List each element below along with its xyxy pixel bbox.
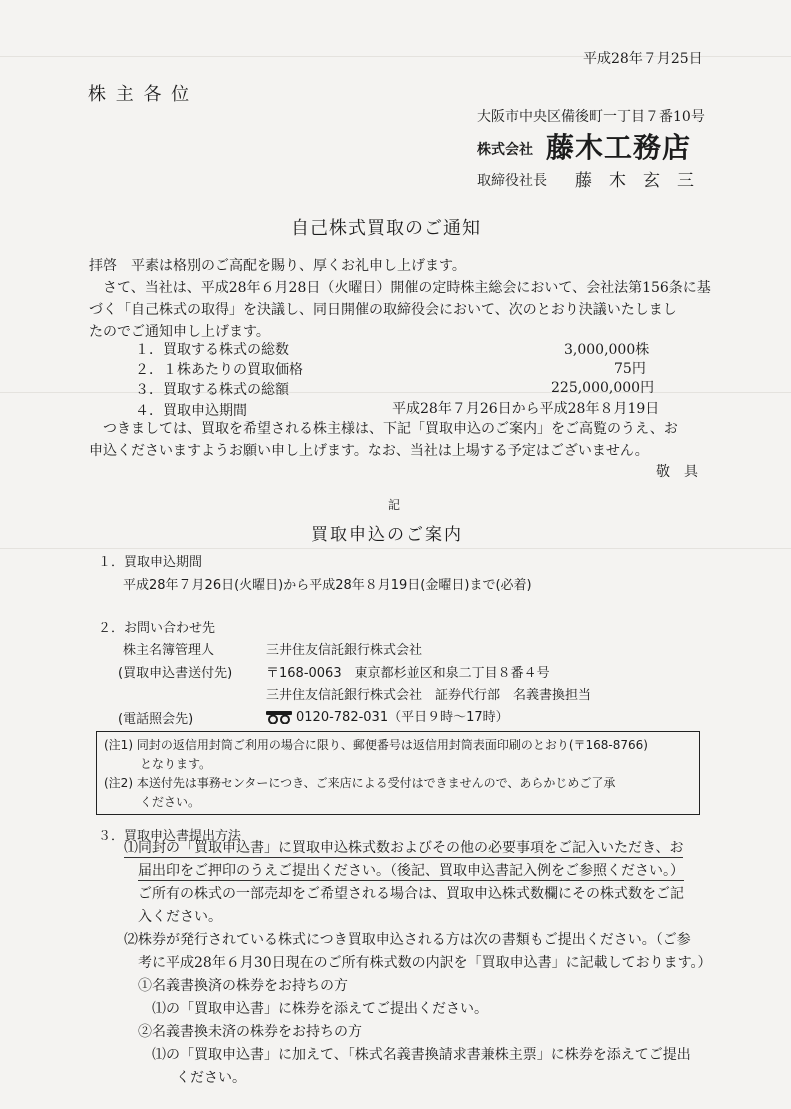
instruction-line: 考に平成28年６月30日現在のご所有株式数の内訳を「買取申込書」に記載しております。） — [138, 955, 712, 971]
intro-line: さて、当社は、平成28年６月28日（火曜日）開催の定時株主総会において、会社法第156条に基 — [89, 280, 711, 296]
application-period: 平成28年７月26日(火曜日)から平成28年８月19日(金曜日)まで(必着) — [123, 578, 532, 593]
closing-line: つきましては、買取を希望される株主様は、下記「買取申込のご案内」をご高覧のうえ、お — [89, 421, 678, 437]
item-label: １．買取する株式の総数 — [135, 342, 289, 358]
freedial-icon — [266, 711, 292, 724]
instruction-line: ②名義書換未済の株券をお持ちの方 — [138, 1024, 362, 1040]
instruction-line: ①名義書換済の株券をお持ちの方 — [138, 978, 348, 994]
item-label: ２．１株あたりの買取価格 — [135, 362, 303, 378]
guide-title: 買取申込のご案内 — [311, 525, 463, 545]
send-label: (買取申込書送付先) — [118, 666, 233, 681]
intro-line: 拝啓 平素は格別のご高配を賜り、厚くお礼申し上げます。 — [89, 258, 466, 274]
instruction-line: ⑴の「買取申込書」に加えて、「株式名義書換請求書兼株主票」に株券を添えてご提出 — [152, 1047, 691, 1063]
keigu: 敬 具 — [656, 464, 698, 480]
instruction-line: ください。 — [176, 1070, 246, 1086]
note-line: (注2) 本送付先は事務センターにつき、ご来店による受付はできませんので、あらかじめご了承 — [104, 776, 616, 790]
item-label: ３．買取する株式の総額 — [135, 382, 289, 398]
issue-date: 平成28年７月25日 — [583, 51, 703, 67]
notes — [104, 736, 648, 812]
instruction-line: 入ください。 — [138, 909, 222, 925]
item-value: 平成28年７月26日から平成28年８月19日 — [392, 401, 660, 417]
ceo-name: 藤 木 玄 三 — [575, 171, 694, 191]
instruction-line: ⑴の「買取申込書」に株券を添えてご提出ください。 — [152, 1001, 488, 1017]
tel-line — [266, 706, 509, 725]
company-prefix: 株式会社 — [477, 142, 533, 158]
note-line: ください。 — [104, 795, 201, 809]
item-value: 3,000,000株 — [564, 342, 650, 358]
instruction-line: ご所有の株式の一部売却をご希望される場合は、買取申込株式数欄にその株式数をご記 — [138, 886, 684, 902]
registrar-value: 三井住友信託銀行株式会社 — [266, 643, 423, 658]
submission-instructions — [124, 837, 712, 1090]
instruction-line: ⑴同封の「買取申込書」に買取申込株式数およびその他の必要事項をご記入いただき、お — [124, 840, 684, 856]
note-line: (注1) 同封の返信用封筒ご利用の場合に限り、郵便番号は返信用封筒表面印刷のとおり(〒168-8766) — [104, 738, 648, 752]
salutation: 株 主 各 位 — [88, 84, 192, 105]
send-address: 〒168-0063 東京都杉並区和泉二丁目８番４号 — [266, 666, 550, 681]
instruction-line: 届出印をご押印のうえご提出ください。（後記、買取申込書記入例をご参照ください。） — [138, 863, 684, 879]
section-heading-period: １．買取申込期間 — [98, 555, 203, 570]
note-line: となります。 — [104, 757, 212, 771]
instruction-line: ⑵株券が発行されている株式につき買取申込される方は次の書類もご提出ください。（ご参 — [124, 932, 691, 948]
registrar-label: 株主名簿管理人 — [123, 643, 215, 658]
intro-line: たのでご通知申し上げます。 — [89, 324, 270, 340]
ceo-title: 取締役社長 — [477, 173, 547, 189]
section-heading-contact: ２．お問い合わせ先 — [98, 621, 216, 636]
section-heading-submission: ３．買取申込書提出方法 — [98, 829, 242, 844]
item-value: 225,000,000円 — [551, 380, 655, 396]
item-value: 75円 — [614, 361, 646, 377]
tel-label: (電話照会先) — [118, 712, 194, 727]
notice-title: 自己株式買取のご通知 — [291, 218, 481, 239]
notice-intro — [89, 255, 711, 343]
fold-line — [0, 548, 791, 549]
ki-mark: 記 — [388, 498, 401, 512]
company-name: 藤木工務店 — [546, 131, 692, 164]
closing-line: 申込くださいますようお願い申し上げます。なお、当社は上場する予定はございません。 — [89, 443, 649, 459]
tel-number: 0120-782-031（平日９時～17時） — [296, 710, 509, 725]
send-dept: 三井住友信託銀行株式会社 証券代行部 名義書換担当 — [266, 688, 592, 703]
company-address: 大阪市中央区備後町一丁目７番10号 — [477, 109, 705, 125]
item-label: ４．買取申込期間 — [135, 403, 247, 419]
fold-line — [0, 392, 791, 393]
intro-line: づく「自己株式の取得」を決議し、同日開催の取締役会において、次のとおり決議いたしまし — [89, 302, 677, 318]
notice-closing — [89, 418, 678, 462]
